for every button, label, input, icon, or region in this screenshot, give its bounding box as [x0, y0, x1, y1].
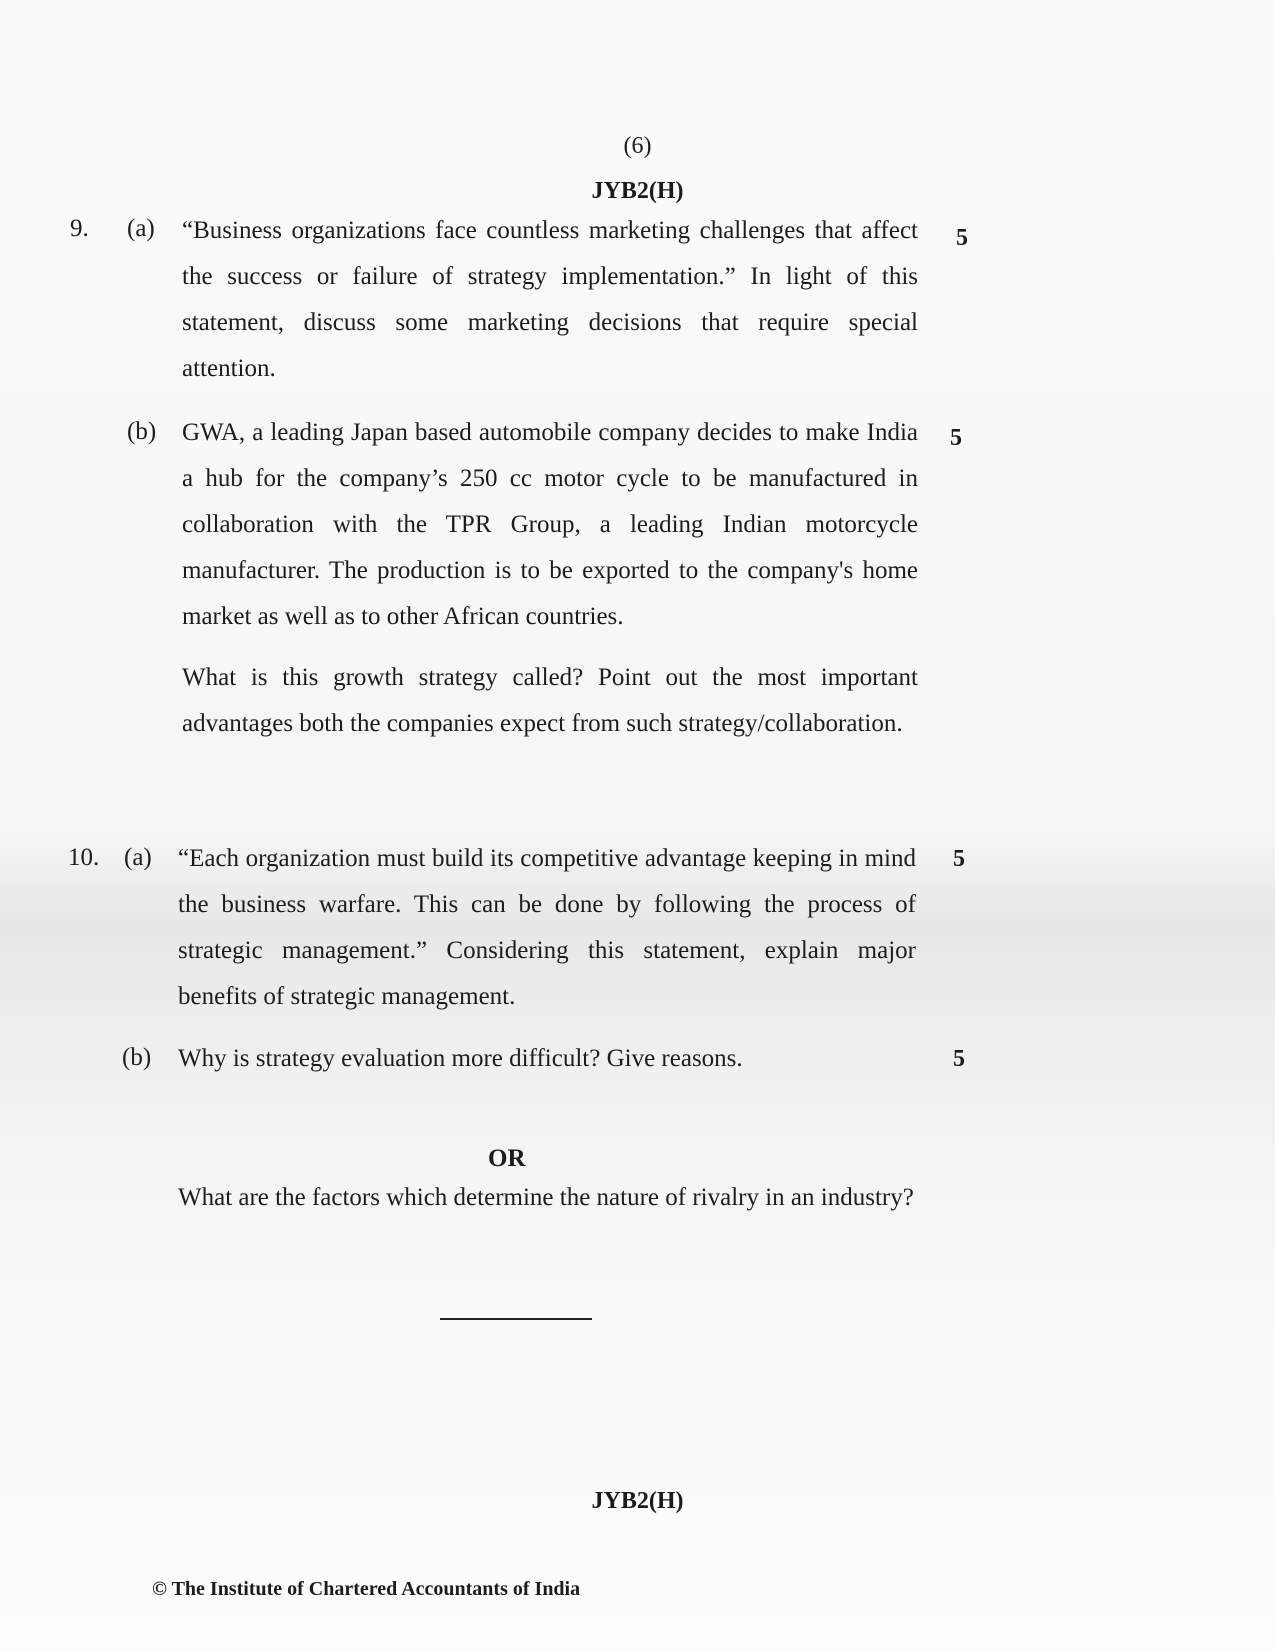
- paper-code-header: JYB2(H): [591, 178, 684, 204]
- question-10b-alternative: What are the factors which determine the nature of rivalry in an industry?: [178, 1184, 914, 1211]
- part-label-10b: (b): [122, 1044, 152, 1071]
- marks-9b: 5: [950, 425, 962, 451]
- part-label-10a: (a): [124, 844, 152, 871]
- page-number: (6): [623, 133, 652, 159]
- copyright-notice: © The Institute of Chartered Accountants of India: [152, 1578, 581, 1600]
- marks-10a: 5: [953, 846, 965, 872]
- paper-code-footer: JYB2(H): [591, 1488, 684, 1514]
- question-number-10: 10.: [68, 844, 100, 871]
- end-rule: [440, 1318, 592, 1320]
- marks-9a: 5: [956, 225, 968, 251]
- part-label-9a: (a): [127, 215, 155, 242]
- question-10b-text: Why is strategy evaluation more difficult? Give reasons.: [178, 1045, 743, 1072]
- question-9b-followup: What is this growth strategy called? Point out the most important advantages both the companies expect from such strategy/collaboration.: [182, 664, 918, 737]
- question-number-9: 9.: [70, 215, 89, 242]
- marks-10b: 5: [953, 1046, 965, 1072]
- or-separator: OR: [488, 1145, 526, 1172]
- question-10a-text: “Each organization must build its competitive advantage keeping in mind the business warfare. This can be done by following the process of strategic management.” Considering this statement, explain major benefits of strategic management.: [178, 845, 916, 1010]
- question-9a-text: “Business organizations face countless marketing challenges that affect the success or failure of strategy implementation.” In light of this statement, discuss some marketing decisions that require special attention.: [182, 217, 918, 382]
- question-9b-text: GWA, a leading Japan based automobile company decides to make India a hub for the company’s 250 cc motor cycle to be manufactured in collaboration with the TPR Group, a leading Indian motorcycle manufacturer. The production is to be exported to the company's home market as well as to other African countries.: [182, 419, 918, 630]
- part-label-9b: (b): [127, 418, 157, 445]
